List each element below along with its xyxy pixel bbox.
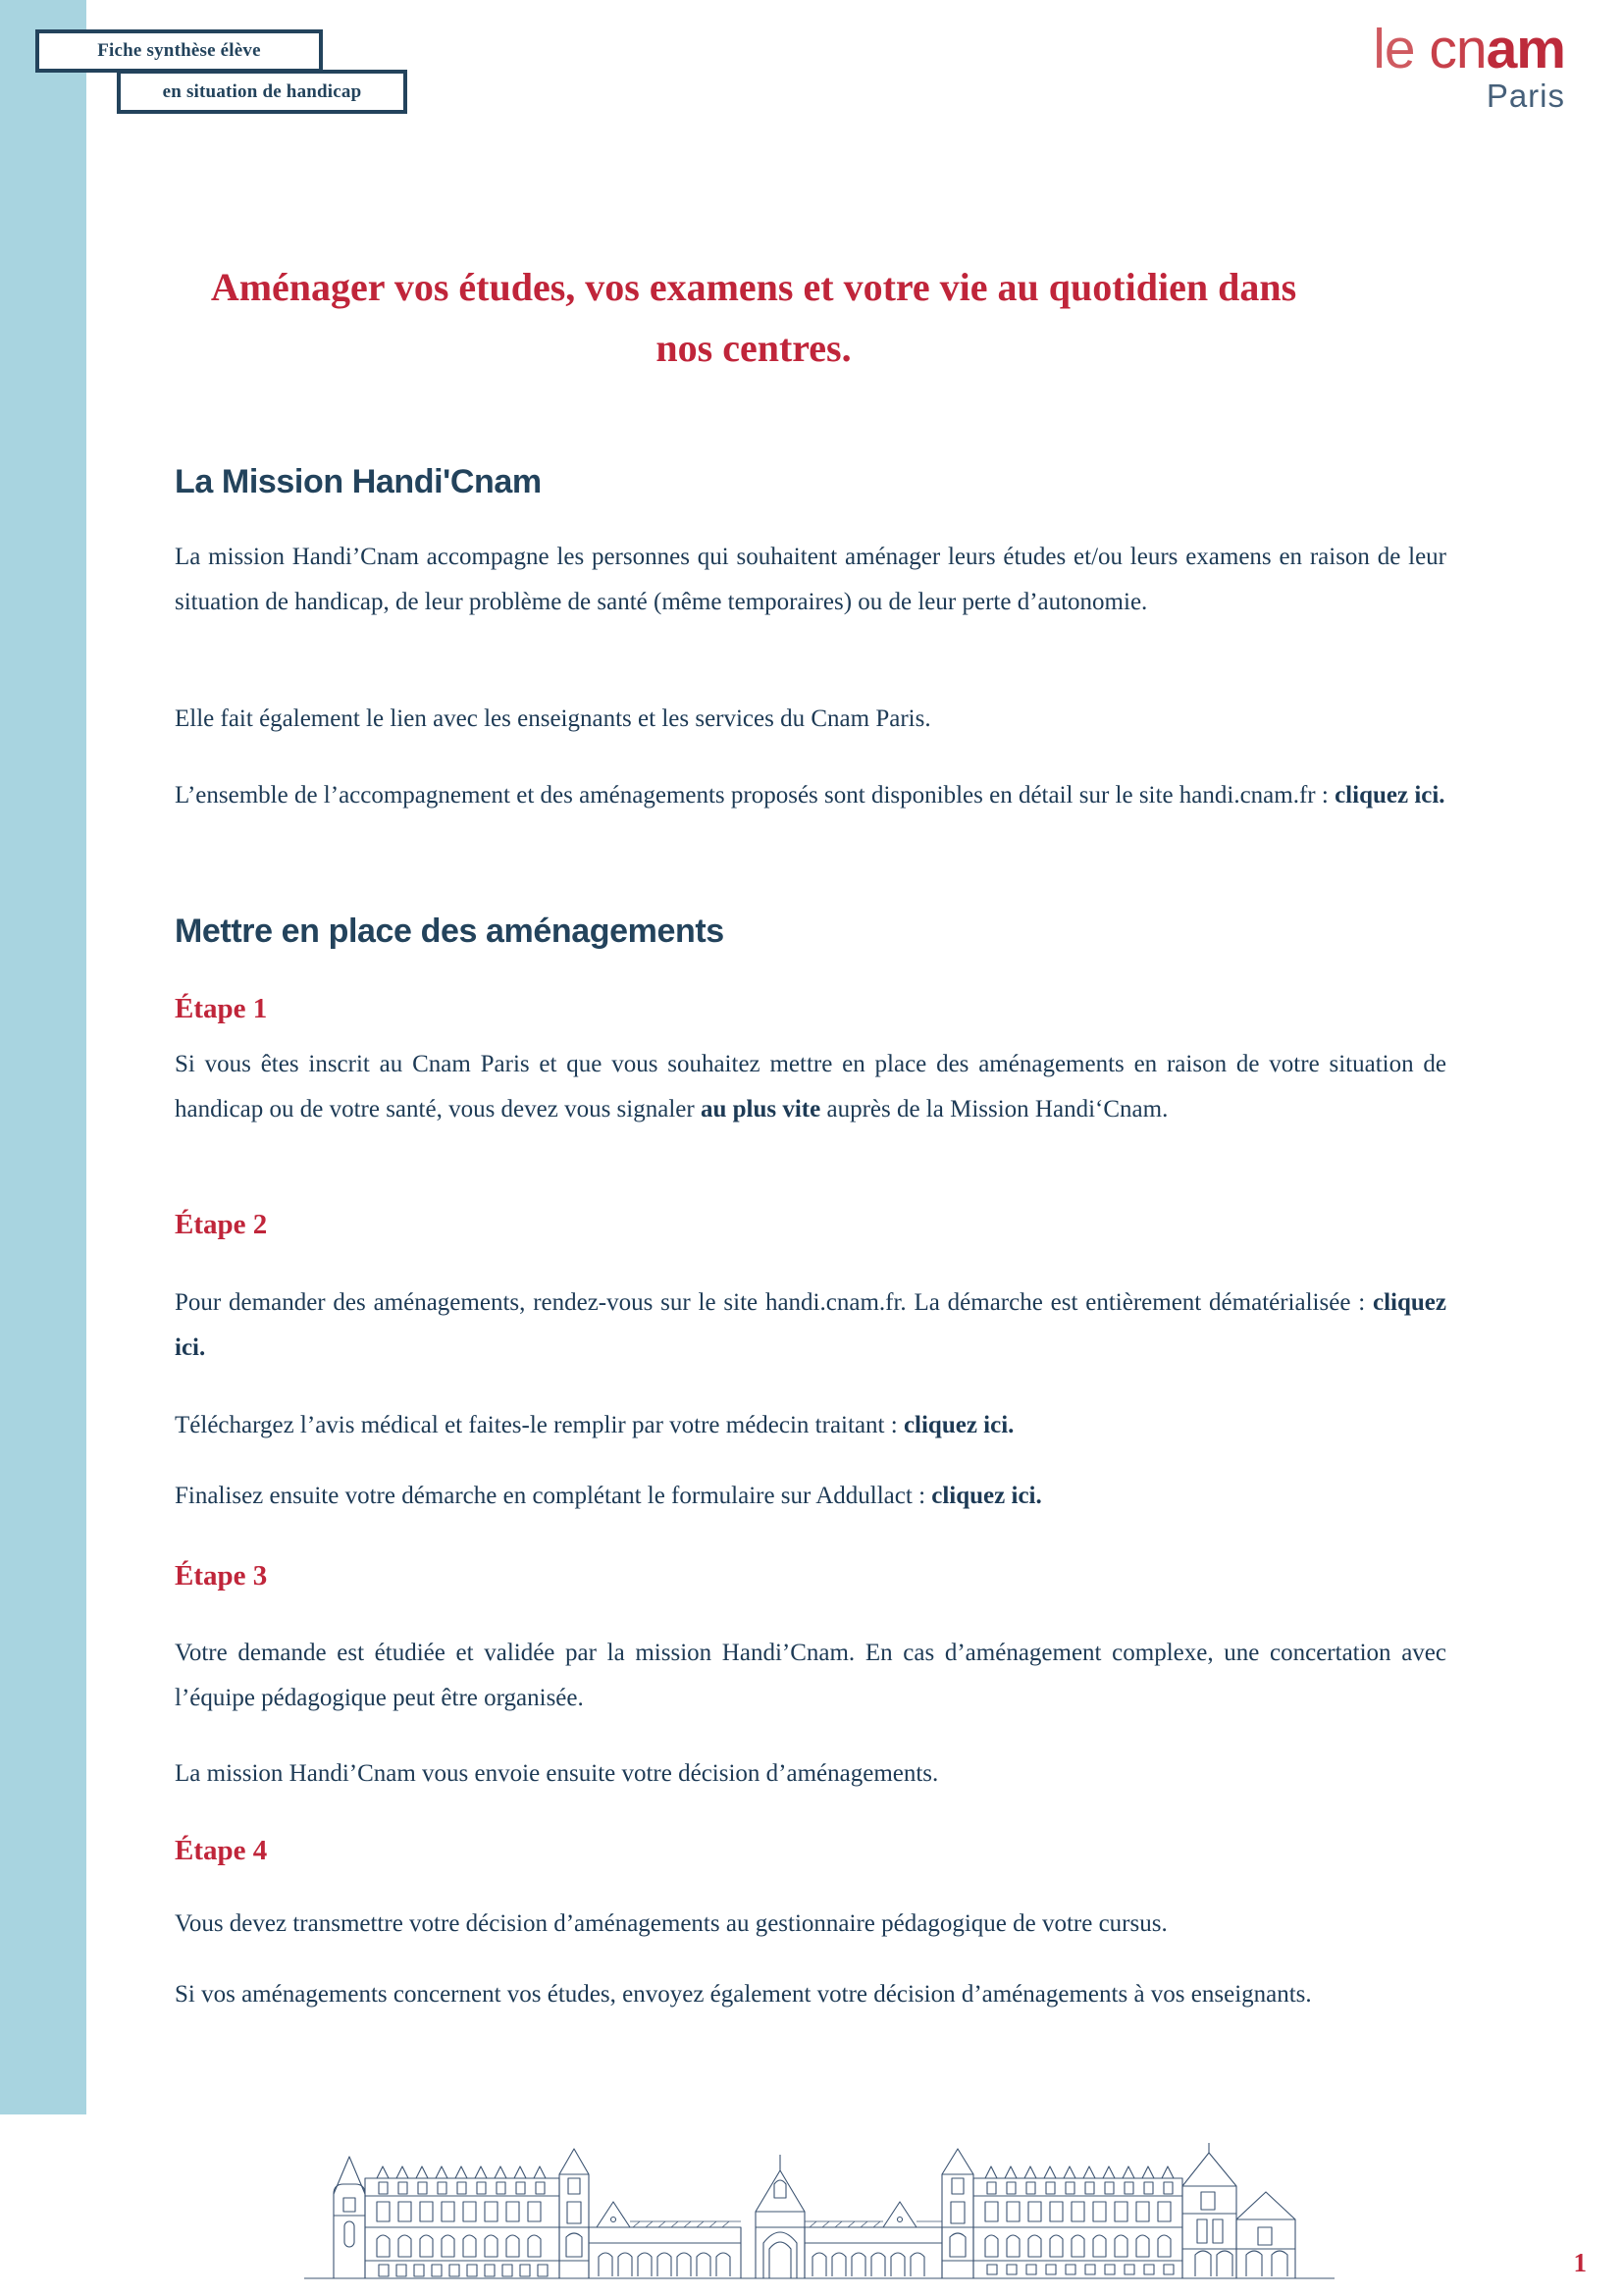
etape-1-p1-after: auprès de la Mission Handi‘Cnam. (820, 1095, 1169, 1122)
etape-1-p1-bold: au plus vite (700, 1095, 821, 1122)
header-tag-situation-handicap (117, 70, 407, 114)
header-tag-fiche-synthese (35, 29, 323, 73)
cnam-building-illustration (294, 2137, 1344, 2284)
etape-1-label: Étape 1 (175, 993, 268, 1024)
etape-3-paragraph-2: La mission Handi’Cnam vous envoie ensuite votre décision d’aménagements. (175, 1760, 939, 1787)
etape-4-paragraph-2: Si vos aménagements concernent vos études, envoyez également votre décision d’aménagements à vos enseignants. (175, 1981, 1312, 2008)
logo-subtitle-paris: Paris (1486, 78, 1565, 114)
link-cliquez-ici-avis-medical[interactable]: cliquez ici. (903, 1412, 1015, 1438)
heading-mettre-en-place: Mettre en place des aménagements (175, 913, 724, 950)
logo-le: le (1373, 18, 1430, 80)
etape-4-label: Étape 4 (175, 1835, 268, 1866)
building-line-drawing-icon (294, 2137, 1344, 2284)
etape-2-p1-before: Pour demander des aménagements, rendez-vous sur le site handi.cnam.fr. La démarche est entièrement dématérialisée : (175, 1289, 1373, 1316)
header-tag-line-2: en situation de handicap (162, 80, 362, 102)
link-cliquez-ici-addullact[interactable]: cliquez ici. (931, 1483, 1042, 1509)
etape-2-label: Étape 2 (175, 1209, 268, 1240)
link-cliquez-ici-site[interactable]: cliquez ici. (1335, 782, 1445, 809)
link-cliquez-ici-demarche[interactable]: cliquez ici. (175, 1289, 1446, 1361)
etape-3-paragraph-1: Votre demande est étudiée et validée par la mission Handi’Cnam. En cas d’aménagement complexe, une concertation avec l’équipe pédagogique peut être organisée. (175, 1640, 1446, 1711)
etape-1-paragraph-1 (175, 1042, 1446, 1131)
page-title: Aménager vos études, vos examens et votre vie au quotidien dans nos centres. (210, 265, 1297, 370)
etape-2-paragraph-1 (175, 1280, 1446, 1370)
left-accent-band (0, 0, 86, 2114)
cnam-logo (1373, 18, 1565, 114)
heading-mission-handicnam: La Mission Handi'Cnam (175, 463, 542, 500)
etape-4-paragraph-1: Vous devez transmettre votre décision d’aménagements au gestionnaire pédagogique de votre cursus. (175, 1910, 1168, 1937)
header-tag-line-1: Fiche synthèse élève (97, 40, 261, 61)
paragraph-mission-intro: La mission Handi’Cnam accompagne les personnes qui souhaitent aménager leurs études et/ou leurs examens en raison de leur situation de handicap, de leur problème de santé (même temporaires) ou de leur perte d’autonomie. (175, 544, 1446, 615)
etape-2-p2-before: Téléchargez l’avis médical et faites-le remplir par votre médecin traitant : (175, 1412, 904, 1438)
etape-3-label: Étape 3 (175, 1560, 268, 1592)
etape-2-paragraph-3 (175, 1474, 1446, 1519)
logo-cn: cn (1429, 18, 1487, 80)
logo-wordmark (1373, 18, 1565, 80)
paragraph-mission-lien: Elle fait également le lien avec les enseignants et les services du Cnam Paris. (175, 705, 931, 732)
paragraph-mission-site-text: L’ensemble de l’accompagnement et des aménagements proposés sont disponibles en détail sur le site handi.cnam.fr : (175, 782, 1336, 809)
etape-2-paragraph-2 (175, 1403, 1446, 1448)
paragraph-mission-site (175, 773, 1446, 818)
page-number: 1 (1573, 2248, 1587, 2277)
etape-1-p1-before: Si vous êtes inscrit au Cnam Paris et que vous souhaitez mettre en place des aménagements en raison de votre situation de handicap ou de votre santé, vous devez vous signaler (175, 1051, 1446, 1122)
logo-am: am (1486, 18, 1565, 80)
etape-2-p3-before: Finalisez ensuite votre démarche en complétant le formulaire sur Addullact : (175, 1483, 932, 1509)
